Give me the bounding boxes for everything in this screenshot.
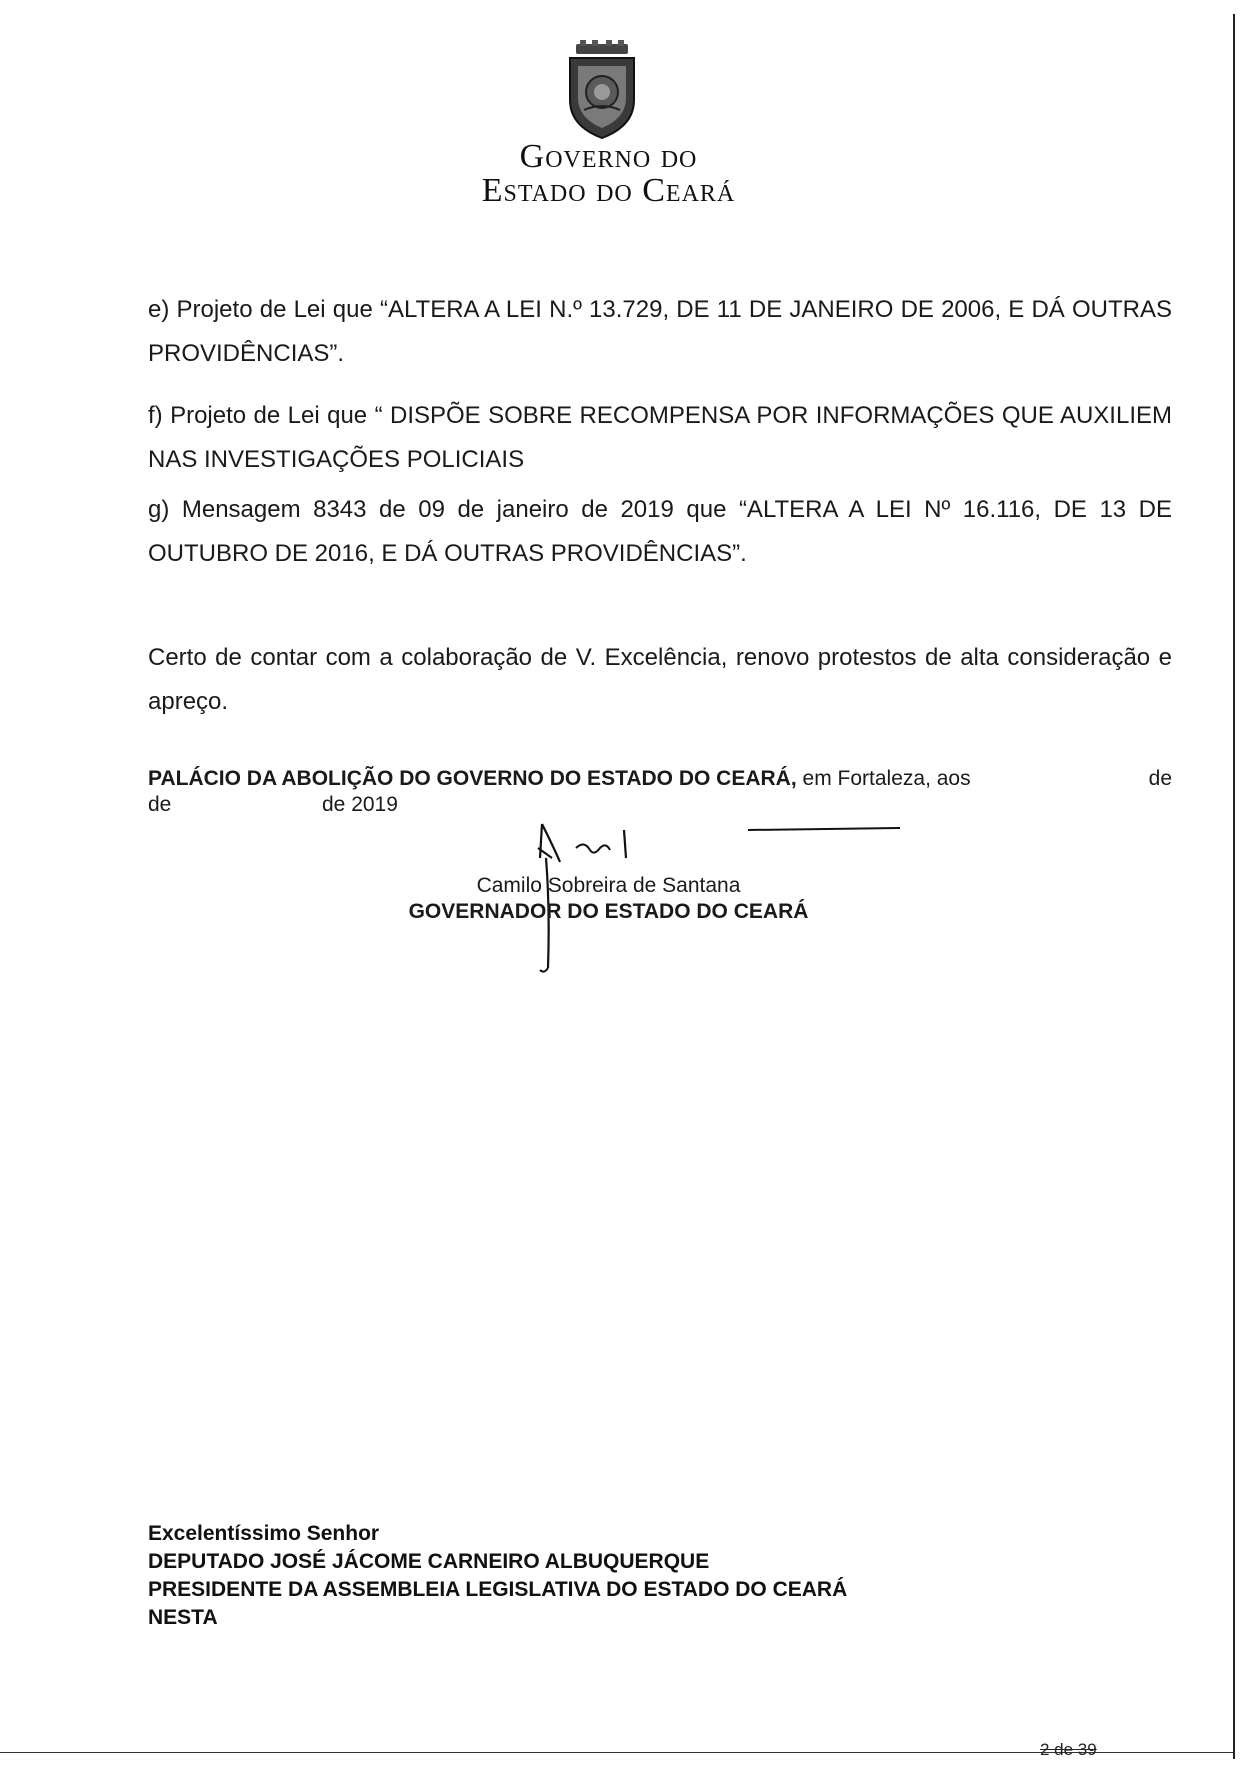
signer-role: GOVERNADOR DO ESTADO DO CEARÁ — [408, 900, 809, 923]
signing-place-year: de 2019 — [322, 793, 398, 816]
signing-place-de-left: de — [148, 793, 172, 816]
header-state: Estado do Ceará — [481, 172, 736, 209]
handwritten-signature — [520, 818, 940, 978]
item-f-text: f) Projeto de Lei que “ DISPÕE SOBRE RECOMPENSA POR INFORMAÇÕES QUE AUXILIEM NAS INVESTIGAÇÕES POLICIAIS — [148, 402, 1172, 473]
closing-text: Certo de contar com a colaboração de V. Excelência, renovo protestos de alta consideração e apreço. — [148, 644, 1172, 715]
recipient-salutation: Excelentíssimo Senhor — [148, 1522, 380, 1545]
recipient-block — [148, 1520, 847, 1632]
signing-place-bold: PALÁCIO DA ABOLIÇÃO DO GOVERNO DO ESTADO DO CEARÁ, — [148, 767, 797, 790]
state-crest-icon — [562, 40, 642, 140]
signing-place-de-right: de — [1148, 767, 1172, 790]
item-e-text: e) Projeto de Lei que “ALTERA A LEI N.º 13.729, DE 11 DE JANEIRO DE 2006, E DÁ OUTRAS PROVIDÊNCIAS”. — [148, 296, 1172, 367]
recipient-location: NESTA — [148, 1606, 218, 1629]
page-right-border — [1233, 14, 1235, 1759]
item-f — [148, 394, 1172, 482]
recipient-title: PRESIDENTE DA ASSEMBLEIA LEGISLATIVA DO ESTADO DO CEARÁ — [148, 1578, 848, 1601]
signing-place-rest: em Fortaleza, aos — [796, 767, 971, 790]
item-g-text: g) Mensagem 8343 de 09 de janeiro de 2019 que “ALTERA A LEI Nº 16.116, DE 13 DE OUTUBRO DE 2016, E DÁ OUTRAS PROVIDÊNCIAS”. — [148, 496, 1172, 567]
header-government: Governo do — [519, 138, 698, 175]
recipient-name: DEPUTADO JOSÉ JÁCOME CARNEIRO ALBUQUERQUE — [148, 1550, 710, 1573]
closing-paragraph — [148, 636, 1172, 724]
page-number: 2 de 39 — [1040, 1740, 1097, 1759]
signer-name: Camilo Sobreira de Santana — [476, 874, 741, 897]
signing-place — [148, 766, 1172, 818]
item-g — [148, 488, 1172, 576]
item-e — [148, 288, 1172, 376]
